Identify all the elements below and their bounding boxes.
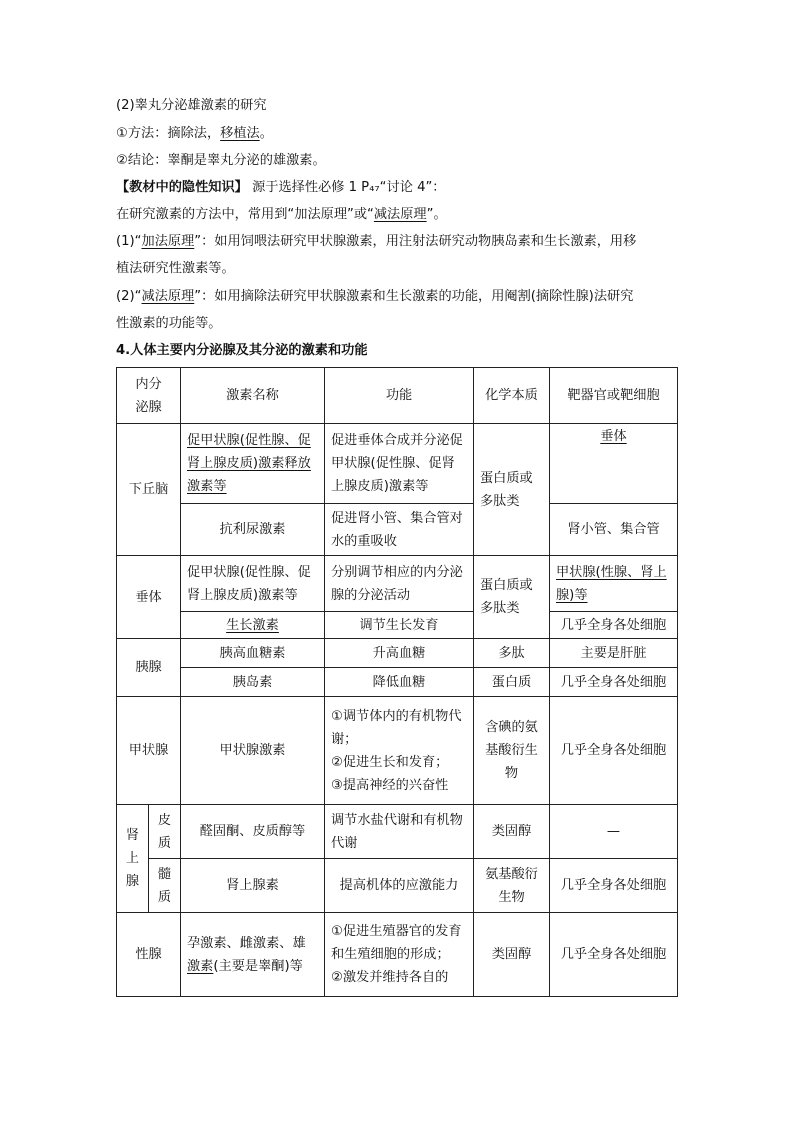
gland-thyroid: 甲状腺 xyxy=(117,697,181,805)
table-row xyxy=(117,556,678,612)
header-target: 靶器官或靶细胞 xyxy=(550,368,678,424)
function-cell: 促进肾小管、集合管对水的重吸收 xyxy=(325,504,474,556)
target-cell: 几乎全身各处细胞 xyxy=(550,697,678,805)
gland-pituitary: 垂体 xyxy=(117,556,181,639)
header-gland: 内分 泌腺 xyxy=(117,368,181,424)
hormone-cell: 抗利尿激素 xyxy=(181,504,325,556)
conclusion-line: ②结论：睾酮是睾丸分泌的雄激素。 xyxy=(116,153,326,168)
subtraction-principle-line: (2)“减法原理”：如用摘除法研究甲状腺激素和生长激素的功能，用阉割(摘除性腺)法研究 xyxy=(116,289,634,304)
hormone-cell: 促甲状腺(促性腺、促肾上腺皮质)激素等 xyxy=(181,556,325,612)
target-cell: 肾小管、集合管 xyxy=(550,504,678,556)
principle-intro-line: 在研究激素的方法中，常用到“加法原理”或“减法原理”。 xyxy=(116,207,447,222)
function-cell: 提高机体的应激能力 xyxy=(325,859,474,913)
hormone-cell: 促甲状腺(促性腺、促肾上腺皮质)激素释放激素等 xyxy=(181,424,325,504)
hidden-knowledge-label: 【教材中的隐性知识】 xyxy=(116,180,248,195)
function-cell: ①调节体内的有机物代谢； ②促进生长和发育； ③提高神经的兴奋性 xyxy=(325,697,474,805)
gland-pancreas: 胰腺 xyxy=(117,639,181,697)
gland-adrenal: 肾 上 腺 xyxy=(117,805,149,913)
function-cell: 调节水盐代谢和有机物代谢 xyxy=(325,805,474,859)
table-row xyxy=(117,859,678,913)
hormone-cell: 甲状腺激素 xyxy=(181,697,325,805)
table-row xyxy=(117,612,678,639)
hormone-cell: 孕激素、雌激素、雄激素(主要是睾酮)等 xyxy=(181,913,325,997)
target-cell: — xyxy=(550,805,678,859)
addition-principle-line-2: 植法研究性激素等。 xyxy=(116,261,235,276)
chem-cell: 类固醇 xyxy=(474,913,550,997)
function-cell: 分别调节相应的内分泌腺的分泌活动 xyxy=(325,556,474,612)
target-cell: 几乎全身各处细胞 xyxy=(550,913,678,997)
chem-cell: 多肽 xyxy=(474,639,550,668)
hidden-knowledge-line: 【教材中的隐性知识】 源于选择性必修 1 P₄₇“讨论 4”： xyxy=(116,180,446,195)
chem-cell: 蛋白质或 多肽类 xyxy=(474,424,550,556)
target-cell: 几乎全身各处细胞 xyxy=(550,859,678,913)
endocrine-table xyxy=(116,367,678,997)
table-row xyxy=(117,668,678,697)
table-row xyxy=(117,805,678,859)
target-cell: 几乎全身各处细胞 xyxy=(550,612,678,639)
function-cell: ①促进生殖器官的发育和生殖细胞的形成； ②激发并维持各自的 xyxy=(325,913,474,997)
table-row xyxy=(117,697,678,805)
function-cell: 促进垂体合成并分泌促甲状腺(促性腺、促肾上腺皮质)激素等 xyxy=(325,424,474,504)
chem-cell: 类固醇 xyxy=(474,805,550,859)
hormone-cell: 胰高血糖素 xyxy=(181,639,325,668)
function-cell: 调节生长发育 xyxy=(325,612,474,639)
table-row xyxy=(117,504,678,556)
header-chem: 化学本质 xyxy=(474,368,550,424)
header-hormone: 激素名称 xyxy=(181,368,325,424)
chem-cell: 蛋白质或 多肽类 xyxy=(474,556,550,639)
chem-cell: 含碘的氨基酸衍生物 xyxy=(474,697,550,805)
hormone-cell: 肾上腺素 xyxy=(181,859,325,913)
target-cell: 垂体 xyxy=(550,424,678,504)
table-row xyxy=(117,424,678,504)
table-row xyxy=(117,913,678,997)
subtraction-principle-line-2: 性激素的功能等。 xyxy=(116,316,222,331)
addition-principle-line: (1)“加法原理”：如用饲喂法研究甲状腺激素，用注射法研究动物胰岛素和生长激素，用移 xyxy=(116,234,637,249)
hormone-cell: 胰岛素 xyxy=(181,668,325,697)
method-line: ①方法：摘除法，移植法。 xyxy=(116,126,273,141)
target-cell: 甲状腺(性腺、肾上腺)等 xyxy=(550,556,678,612)
target-cell: 几乎全身各处细胞 xyxy=(550,668,678,697)
underlined-term: 移植法 xyxy=(220,126,260,141)
gland-gonad: 性腺 xyxy=(117,913,181,997)
hormone-cell: 醛固酮、皮质醇等 xyxy=(181,805,325,859)
section-heading: (2)睾丸分泌雄激素的研究 xyxy=(116,98,267,113)
chem-cell: 氨基酸衍生物 xyxy=(474,859,550,913)
adrenal-cortex-label: 皮 质 xyxy=(149,805,181,859)
header-function: 功能 xyxy=(325,368,474,424)
function-cell: 升高血糖 xyxy=(325,639,474,668)
table-row xyxy=(117,639,678,668)
adrenal-medulla-label: 髓 质 xyxy=(149,859,181,913)
table-section-title: 4.人体主要内分泌腺及其分泌的激素和功能 xyxy=(116,343,368,358)
chem-cell: 蛋白质 xyxy=(474,668,550,697)
table-header-row xyxy=(117,368,678,424)
function-cell: 降低血糖 xyxy=(325,668,474,697)
gland-hypothalamus: 下丘脑 xyxy=(117,424,181,556)
hormone-cell: 生长激素 xyxy=(181,612,325,639)
target-cell: 主要是肝脏 xyxy=(550,639,678,668)
